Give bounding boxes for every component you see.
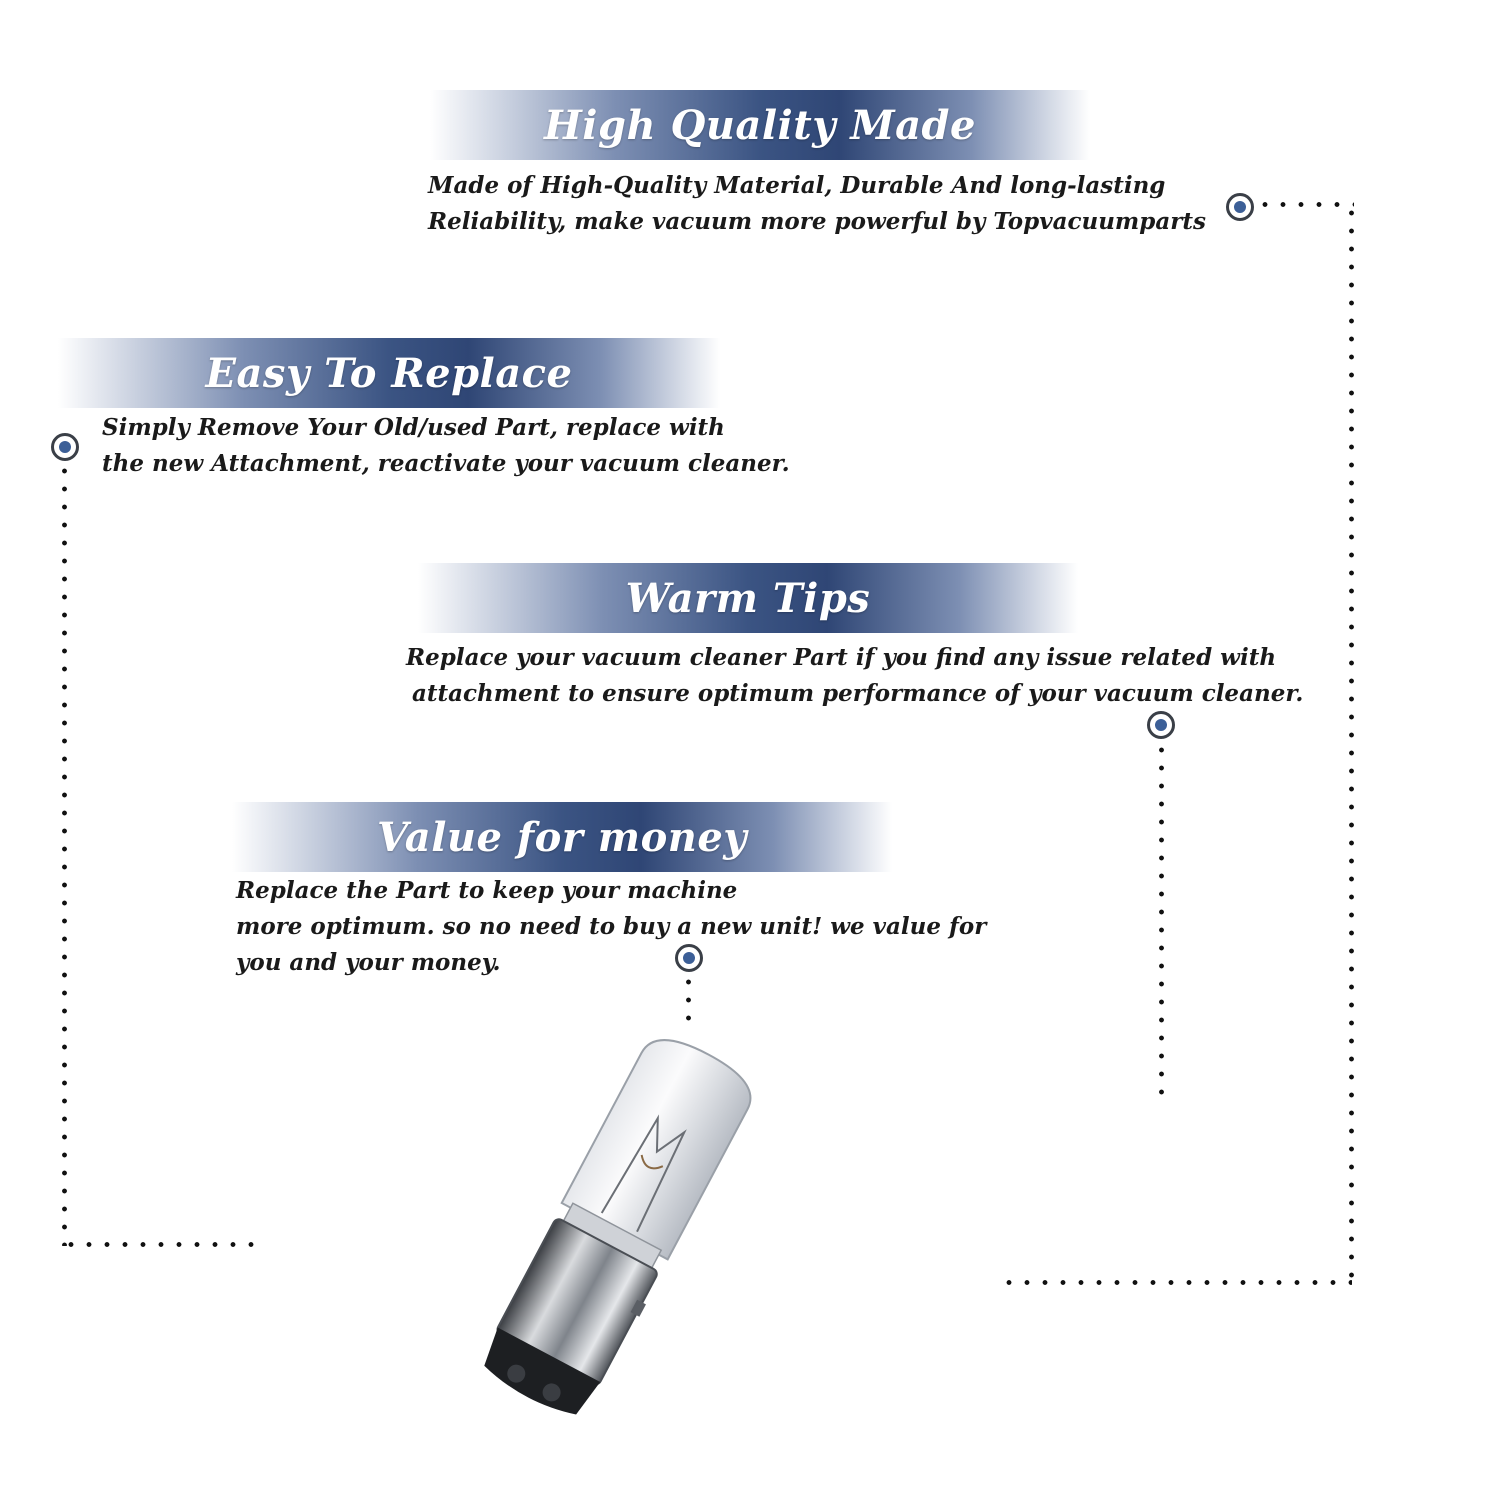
feature-description-line: Reliability, make vacuum more powerful by Topvacuumparts (428, 208, 1206, 235)
feature-description-line: the new Attachment, reactivate your vacuum cleaner. (102, 450, 790, 477)
connector-line (62, 1242, 264, 1247)
connector-line (1256, 202, 1354, 207)
feature-description (102, 410, 790, 482)
connector-line (1159, 741, 1164, 1105)
connector-line (1349, 204, 1354, 1286)
feature-description-line: more optimum. so no need to buy a new unit! we value for (236, 913, 987, 940)
feature-title: Easy To Replace (205, 349, 573, 397)
light-bulb-image (400, 1030, 820, 1450)
callout-dot-icon (1147, 711, 1175, 739)
feature-description (236, 873, 986, 981)
banner-high-quality (430, 90, 1090, 160)
feature-description-line: Made of High-Quality Material, Durable And long-lasting (428, 172, 1166, 199)
feature-title: Warm Tips (625, 574, 871, 622)
feature-description-line: Replace the Part to keep your machine (236, 877, 738, 904)
callout-dot-icon (51, 433, 79, 461)
feature-description-line: attachment to ensure optimum performance of your vacuum cleaner. (412, 680, 1304, 707)
callout-dot-icon (675, 944, 703, 972)
feature-description (406, 640, 1303, 712)
feature-description-line: Simply Remove Your Old/used Part, replace with (102, 414, 725, 441)
feature-title: Value for money (376, 813, 748, 861)
banner-easy-replace (58, 338, 720, 408)
connector-line (1000, 1280, 1352, 1285)
connector-line (686, 973, 691, 1033)
connector-line (62, 462, 67, 1246)
feature-description (428, 168, 1206, 240)
callout-dot-icon (1226, 193, 1254, 221)
banner-warm-tips (418, 563, 1078, 633)
feature-description-line: you and your money. (236, 949, 501, 976)
banner-value-money (232, 802, 892, 872)
feature-description-line: Replace your vacuum cleaner Part if you find any issue related with (406, 644, 1277, 671)
feature-title: High Quality Made (544, 101, 976, 149)
